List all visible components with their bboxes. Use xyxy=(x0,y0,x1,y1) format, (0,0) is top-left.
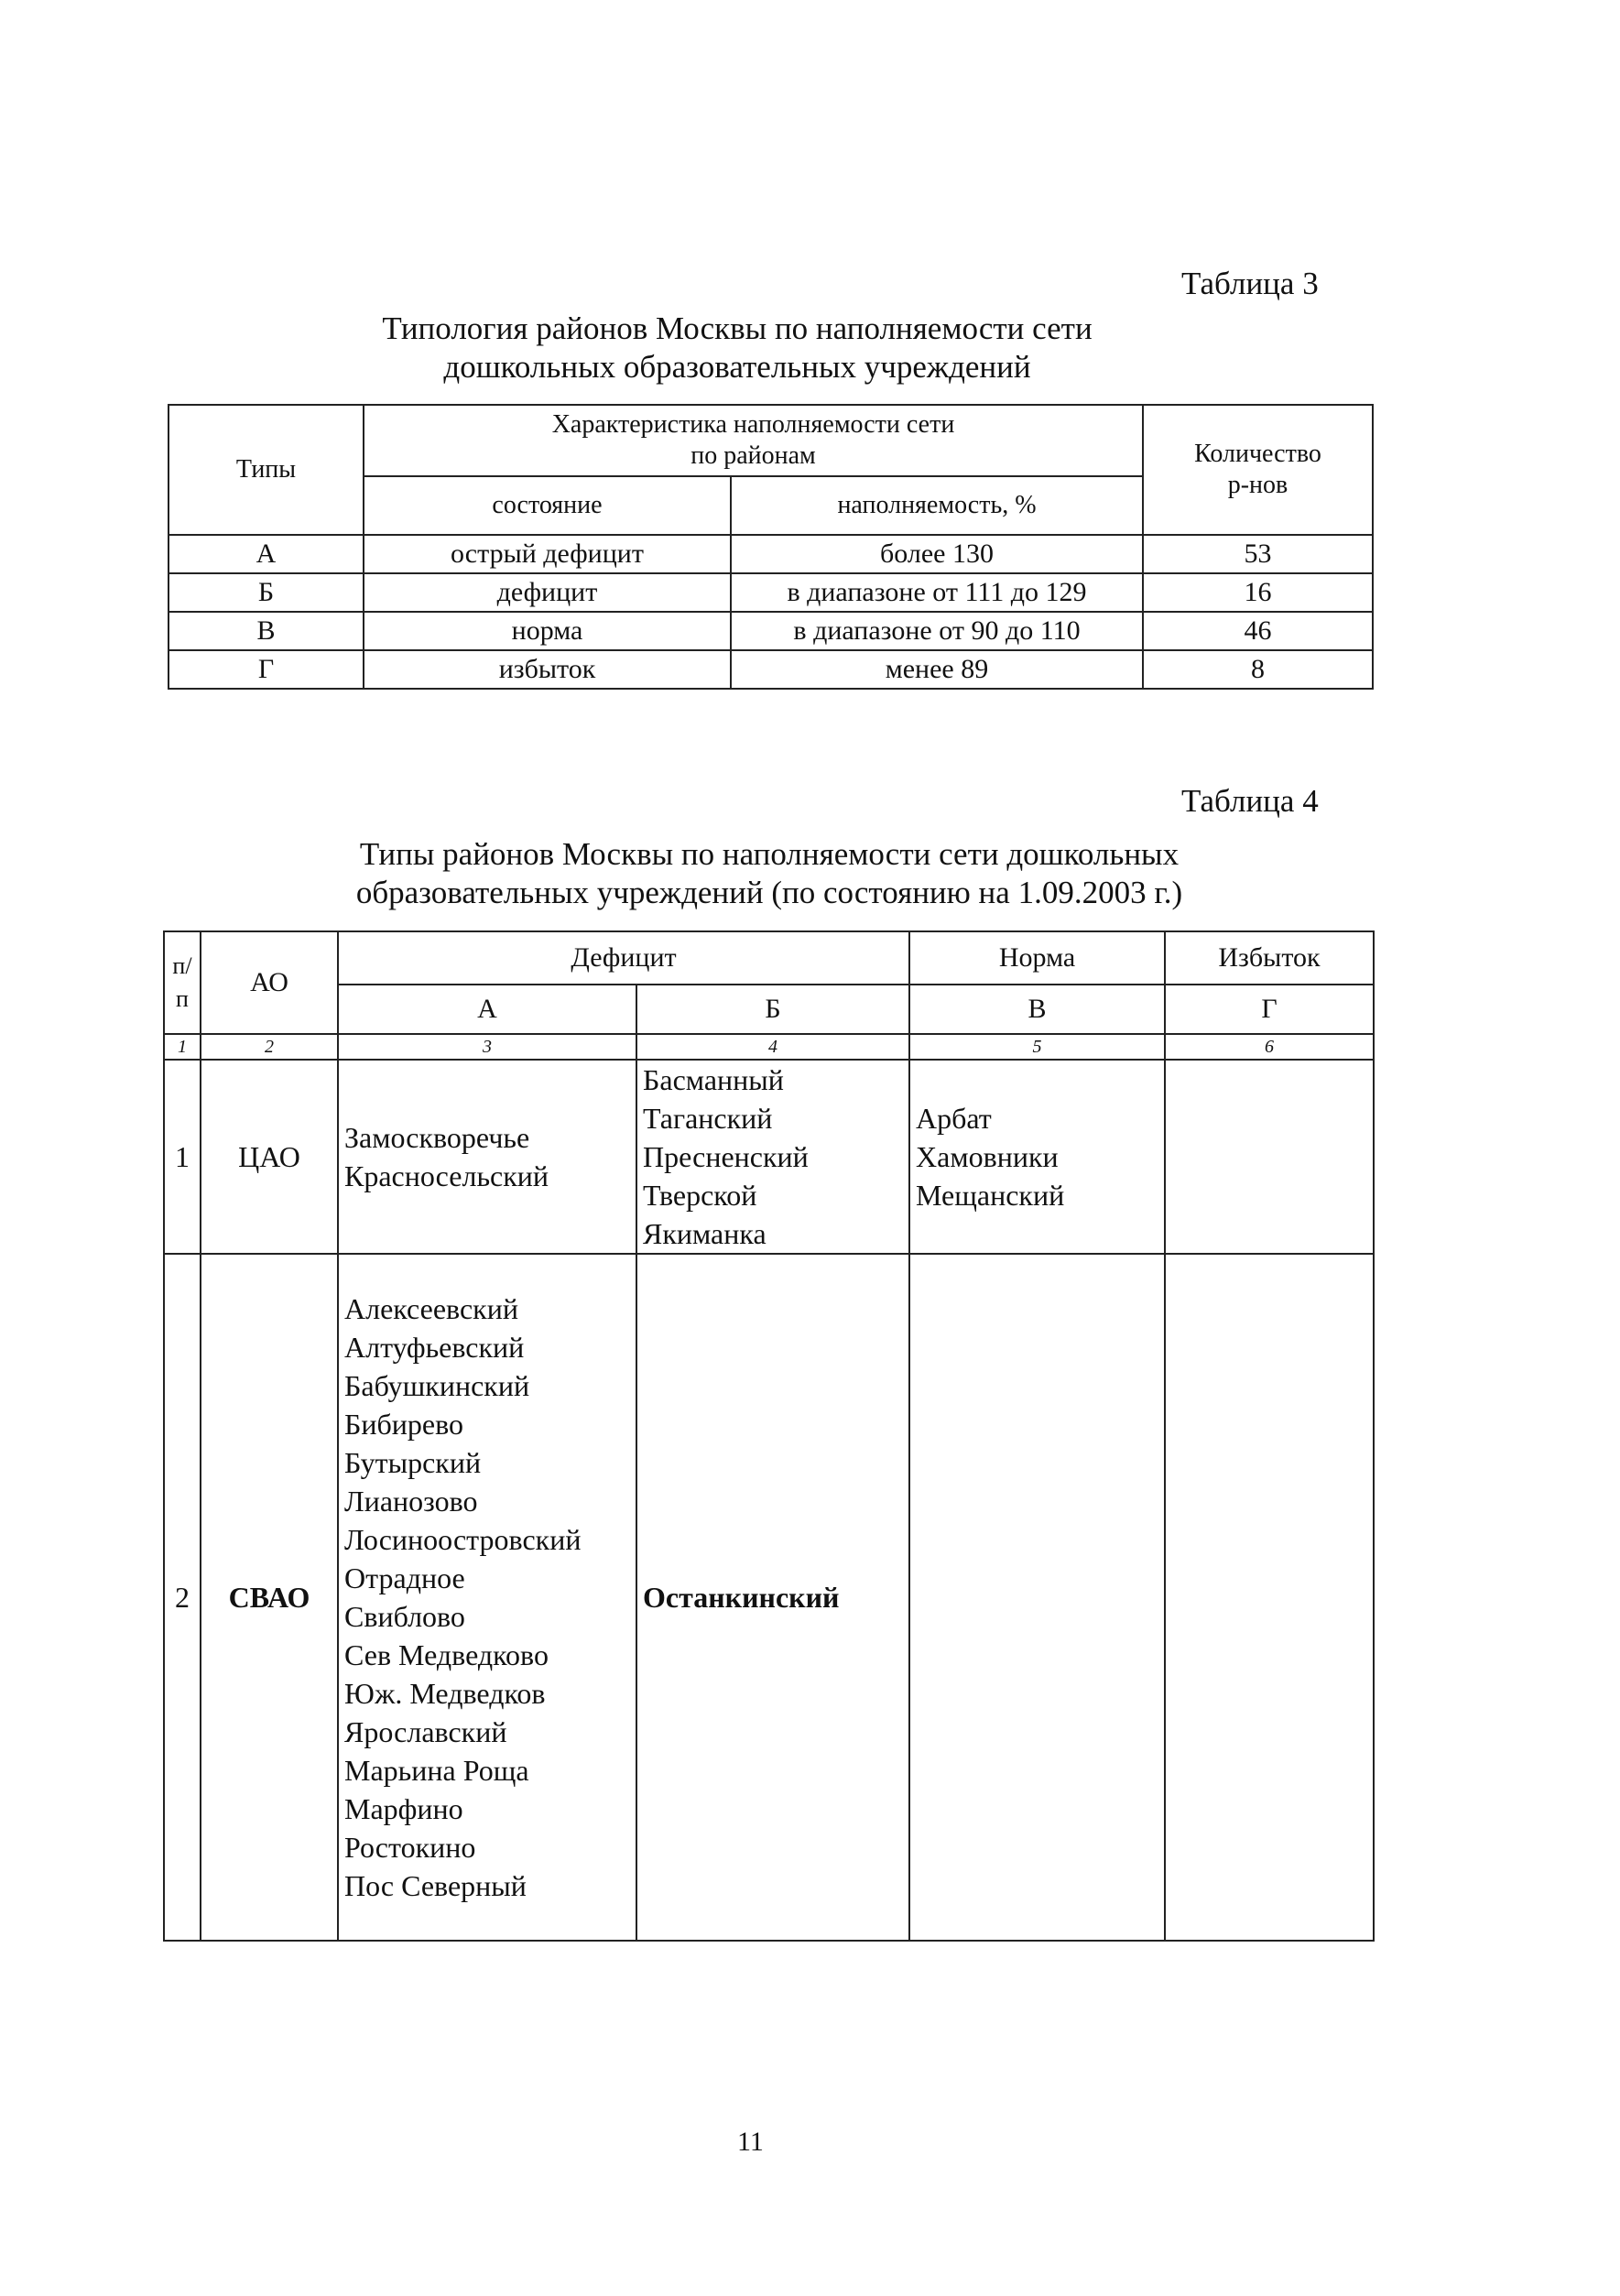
list-item: Сев Медведково xyxy=(344,1638,549,1671)
page-number: 11 xyxy=(737,2127,764,2157)
table-row xyxy=(169,650,1373,689)
t4-colnum: 2 xyxy=(201,1034,338,1060)
t3-header-state: состояние xyxy=(364,476,731,535)
t4-cell-ao: СВАО xyxy=(201,1254,338,1941)
list-item: Хамовники xyxy=(916,1140,1059,1173)
list-item: Бибирево xyxy=(344,1408,463,1441)
list-item: Мещанский xyxy=(916,1179,1065,1212)
table4-title-line1: Типы районов Москвы по наполняемости сети дошкольных xyxy=(359,836,1180,872)
list-item: Замоскворечье xyxy=(344,1121,530,1154)
list-item: Ярославский xyxy=(344,1715,507,1748)
t4-cell-v xyxy=(909,1060,1165,1254)
t4-header-num-line2: п xyxy=(176,985,189,1012)
list-item: Ростокино xyxy=(344,1831,476,1864)
list-item: Свиблово xyxy=(344,1600,465,1633)
t3-cell-type: В xyxy=(169,612,364,650)
t4-header-num-line1: п/ xyxy=(172,952,192,979)
t3-cell-count: 16 xyxy=(1143,573,1373,612)
table-row xyxy=(169,535,1373,573)
t3-cell-type: А xyxy=(169,535,364,573)
list-item: Таганский xyxy=(643,1102,773,1135)
list-item: Тверской xyxy=(643,1179,757,1212)
table-row xyxy=(164,1254,1374,1941)
t4-header-norm: Норма xyxy=(909,931,1165,985)
list-item: Арбат xyxy=(916,1102,992,1135)
t3-cell-state: острый дефицит xyxy=(364,535,731,573)
t3-header-count-line2: р-нов xyxy=(1227,471,1288,499)
t4-cell-a xyxy=(338,1060,636,1254)
t3-cell-type: Г xyxy=(169,650,364,689)
list-item: Юж. Медведков xyxy=(344,1677,546,1710)
t4-header-ao: АО xyxy=(201,931,338,1034)
t4-colnum: 5 xyxy=(909,1034,1165,1060)
t4-colnum: 3 xyxy=(338,1034,636,1060)
t4-cell-b xyxy=(636,1060,909,1254)
t3-header-group-line1: Характеристика наполняемости сети xyxy=(551,410,955,439)
table3 xyxy=(168,404,1374,690)
list-item: Бабушкинский xyxy=(344,1369,530,1402)
t3-header-count-line1: Количество xyxy=(1194,440,1321,468)
table4-caption: Таблица 4 xyxy=(1181,783,1319,819)
t3-cell-type: Б xyxy=(169,573,364,612)
t3-cell-state: норма xyxy=(364,612,731,650)
table-row xyxy=(164,1060,1374,1254)
list-item: Марьина Роща xyxy=(344,1754,529,1787)
t4-cell-a xyxy=(338,1254,636,1941)
t3-cell-count: 53 xyxy=(1143,535,1373,573)
list-item: Якиманка xyxy=(643,1217,767,1250)
table4-title-line2: образовательных учреждений (по состоянию на 1.09.2003 г.) xyxy=(355,875,1183,910)
t4-header-v: В xyxy=(909,985,1165,1034)
t4-column-numbers xyxy=(164,1034,1374,1060)
list-item: Алтуфьевский xyxy=(344,1331,525,1364)
table4-title xyxy=(238,835,1300,912)
t4-header-g: Г xyxy=(1165,985,1374,1034)
t3-cell-count: 8 xyxy=(1143,650,1373,689)
table3-caption: Таблица 3 xyxy=(1181,266,1319,301)
t3-header-fill: наполняемость, % xyxy=(731,476,1143,535)
list-item: Марфино xyxy=(344,1792,463,1825)
t4-cell-num: 1 xyxy=(164,1060,201,1254)
t3-cell-count: 46 xyxy=(1143,612,1373,650)
t4-header-a: А xyxy=(338,985,636,1034)
t3-header-count xyxy=(1143,405,1373,535)
list-item: Останкинский xyxy=(643,1581,840,1614)
table3-title-line1: Типология районов Москвы по наполняемости сети xyxy=(382,310,1093,346)
t3-header-group-line2: по районам xyxy=(690,441,816,470)
list-item: Басманный xyxy=(643,1063,784,1096)
table-row xyxy=(169,573,1373,612)
table-row xyxy=(169,612,1373,650)
list-item: Лосиноостровский xyxy=(344,1523,582,1556)
t4-cell-num: 2 xyxy=(164,1254,201,1941)
list-item: Лианозово xyxy=(344,1485,478,1518)
t3-cell-fill: в диапазоне от 111 до 129 xyxy=(731,573,1143,612)
t4-colnum: 1 xyxy=(164,1034,201,1060)
table4 xyxy=(163,930,1375,1942)
t4-header-surplus: Избыток xyxy=(1165,931,1374,985)
t4-cell-v xyxy=(909,1254,1165,1941)
t4-cell-ao: ЦАО xyxy=(201,1060,338,1254)
t4-colnum: 6 xyxy=(1165,1034,1374,1060)
t3-cell-fill: в диапазоне от 90 до 110 xyxy=(731,612,1143,650)
table3-title xyxy=(302,310,1172,386)
t3-header-types: Типы xyxy=(169,405,364,535)
list-item: Красносельский xyxy=(344,1159,549,1192)
t4-cell-b xyxy=(636,1254,909,1941)
t4-cell-g xyxy=(1165,1254,1374,1941)
list-item: Алексеевский xyxy=(344,1292,518,1325)
t3-cell-fill: менее 89 xyxy=(731,650,1143,689)
t4-cell-g xyxy=(1165,1060,1374,1254)
list-item: Пресненский xyxy=(643,1140,809,1173)
table3-title-line2: дошкольных образовательных учреждений xyxy=(443,349,1031,385)
list-item: Отрадное xyxy=(344,1561,465,1594)
t4-header-b: Б xyxy=(636,985,909,1034)
t4-colnum: 4 xyxy=(636,1034,909,1060)
t3-cell-state: избыток xyxy=(364,650,731,689)
list-item: Бутырский xyxy=(344,1446,482,1479)
t3-cell-fill: более 130 xyxy=(731,535,1143,573)
t4-header-deficit: Дефицит xyxy=(338,931,909,985)
t4-header-num xyxy=(164,931,201,1034)
t3-cell-state: дефицит xyxy=(364,573,731,612)
list-item: Пос Северный xyxy=(344,1869,527,1902)
t3-header-group xyxy=(364,405,1143,476)
